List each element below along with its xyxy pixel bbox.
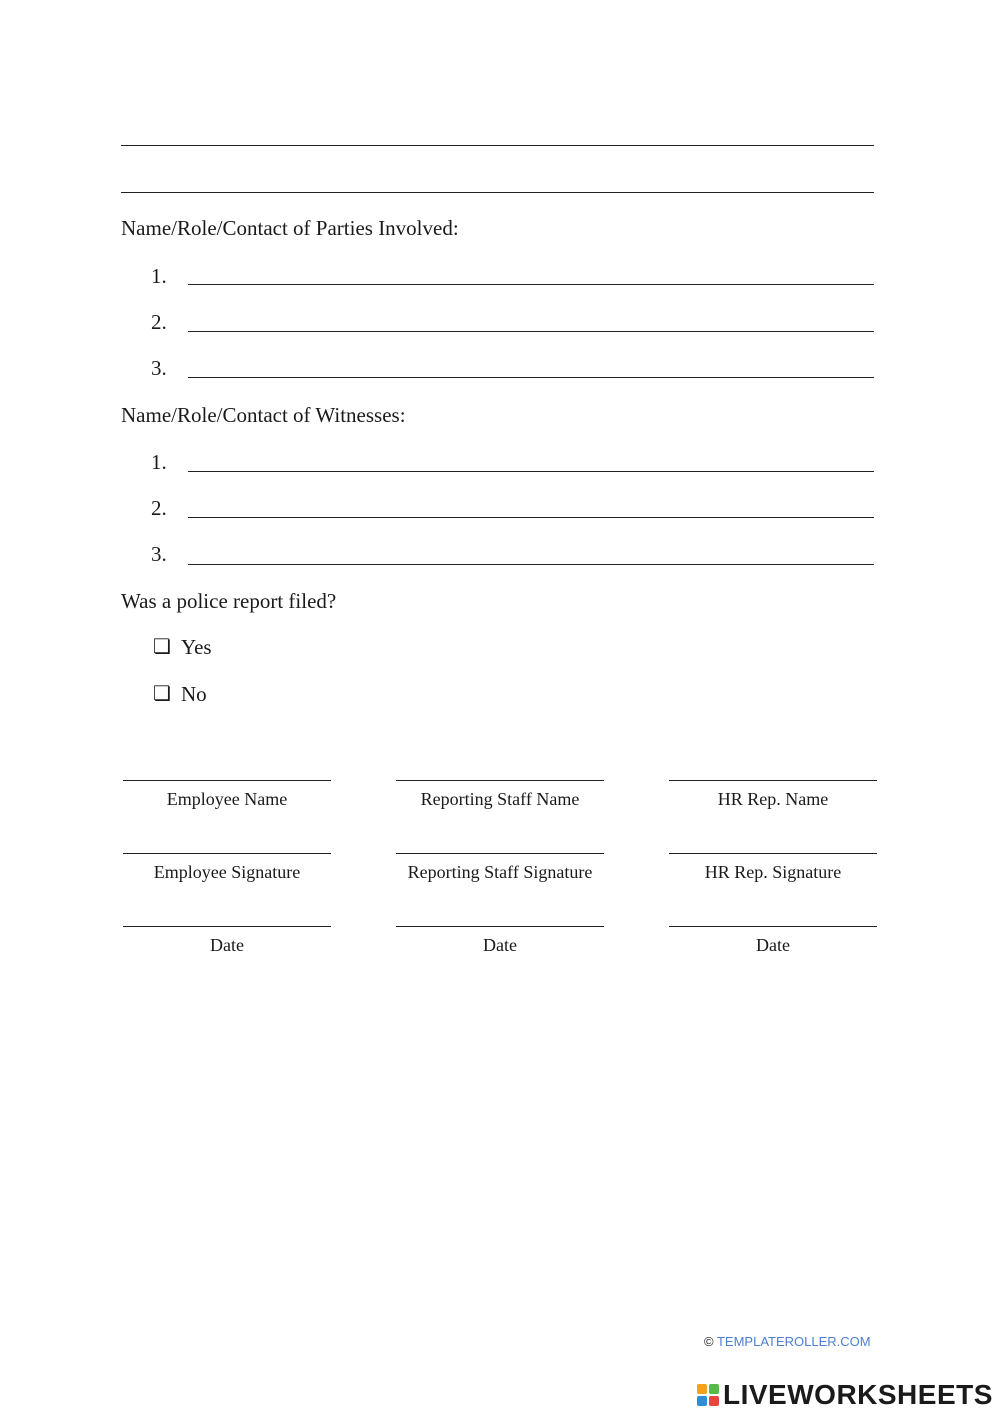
checkbox-icon[interactable]: ❏	[153, 683, 171, 705]
reporting-staff-name-label: Reporting Staff Name	[420, 789, 580, 809]
logo-tile	[709, 1396, 719, 1406]
reporting-staff-date-line[interactable]	[396, 926, 604, 927]
parties-item-number: 1.	[151, 264, 167, 288]
copyright-text: TEMPLATEROLLER.COM	[716, 1334, 871, 1349]
parties-input-line-1[interactable]	[188, 284, 874, 285]
witnesses-input-line-3[interactable]	[188, 564, 874, 565]
witnesses-item-number: 2.	[151, 496, 167, 520]
copyright-notice[interactable]	[704, 1334, 871, 1350]
employee-name-label: Employee Name	[166, 789, 288, 809]
logo-tile	[697, 1384, 707, 1394]
hr-rep-signature-line[interactable]	[669, 853, 877, 854]
witnesses-input-line-1[interactable]	[188, 471, 874, 472]
option-yes-label: Yes	[181, 635, 212, 659]
witnesses-heading: Name/Role/Contact of Witnesses:	[121, 403, 406, 427]
police-report-question: Was a police report filed?	[121, 589, 337, 613]
parties-input-line-3[interactable]	[188, 377, 874, 378]
reporting-staff-signature-label: Reporting Staff Signature	[407, 862, 593, 882]
employee-date-label: Date	[210, 935, 244, 955]
logo-tile	[697, 1396, 707, 1406]
option-no-label: No	[181, 682, 207, 706]
hr-rep-name-line[interactable]	[669, 780, 877, 781]
reporting-staff-name-line[interactable]	[396, 780, 604, 781]
witnesses-item-number: 1.	[151, 450, 167, 474]
liveworksheets-brand-text: LIVEWORKSHEETS	[723, 1379, 993, 1410]
employee-date-line[interactable]	[123, 926, 331, 927]
employee-signature-line[interactable]	[123, 853, 331, 854]
witnesses-input-line-2[interactable]	[188, 517, 874, 518]
hr-rep-date-line[interactable]	[669, 926, 877, 927]
employee-name-line[interactable]	[123, 780, 331, 781]
copyright-symbol: ©	[704, 1334, 714, 1349]
parties-item-number: 3.	[151, 356, 167, 380]
witnesses-item-number: 3.	[151, 542, 167, 566]
liveworksheets-logo[interactable]	[697, 1380, 993, 1410]
logo-tile	[709, 1384, 719, 1394]
parties-input-line-2[interactable]	[188, 331, 874, 332]
parties-heading: Name/Role/Contact of Parties Involved:	[121, 216, 459, 240]
blank-line-top-2[interactable]	[121, 192, 874, 193]
employee-signature-label: Employee Signature	[153, 862, 301, 882]
hr-rep-signature-label: HR Rep. Signature	[704, 862, 842, 882]
reporting-staff-signature-line[interactable]	[396, 853, 604, 854]
checkbox-icon[interactable]: ❏	[153, 636, 171, 658]
blank-line-top-1[interactable]	[121, 145, 874, 146]
liveworksheets-logo-icon	[697, 1384, 719, 1406]
hr-rep-name-label: HR Rep. Name	[717, 789, 829, 809]
parties-item-number: 2.	[151, 310, 167, 334]
hr-rep-date-label: Date	[756, 935, 790, 955]
reporting-staff-date-label: Date	[483, 935, 517, 955]
